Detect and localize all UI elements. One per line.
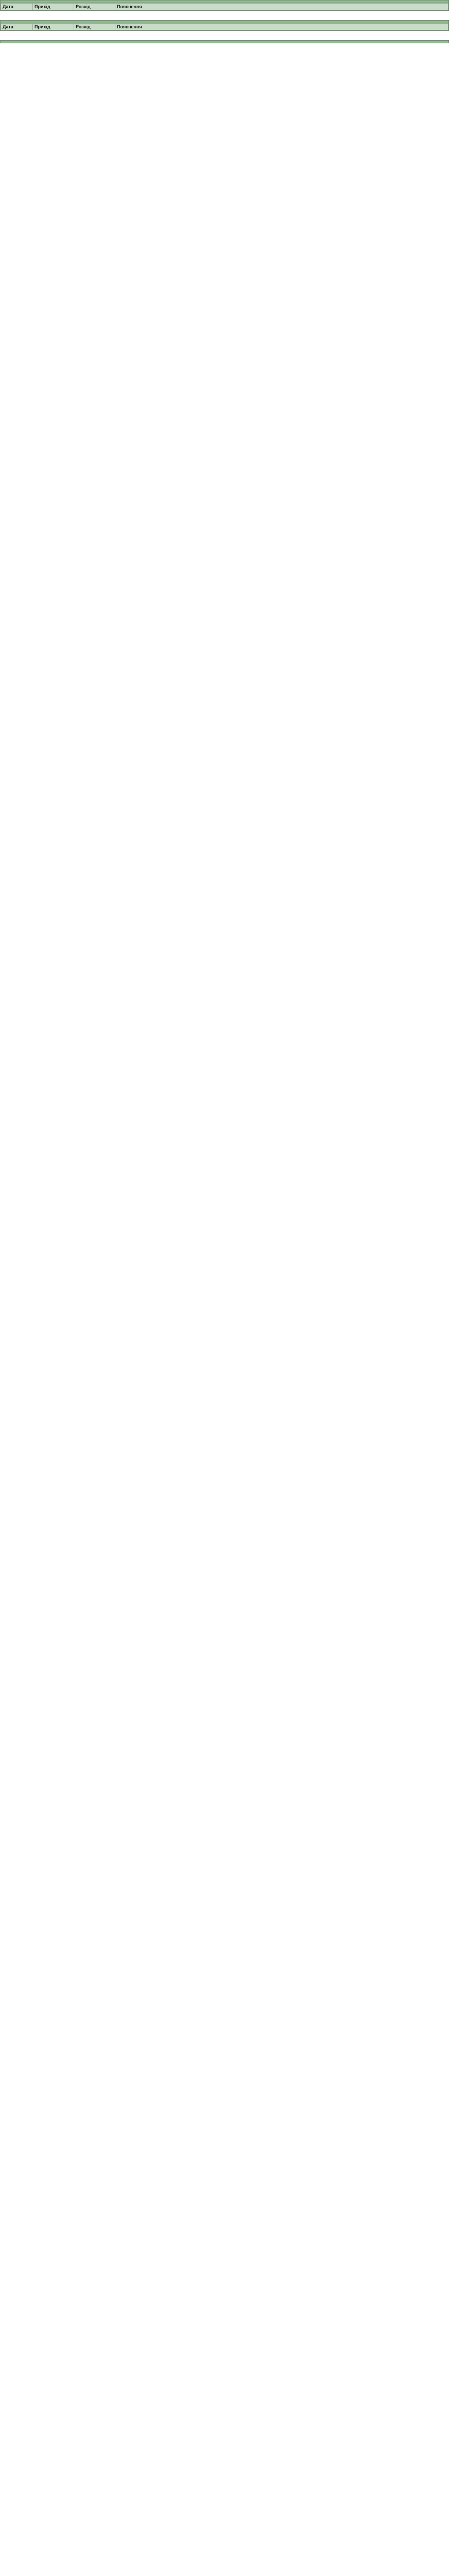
ledger-section-2 — [0, 20, 449, 31]
ledger-table-2 — [1, 23, 448, 30]
table-header-row — [1, 24, 448, 30]
column-header-income: Прихід — [33, 24, 74, 30]
column-header-description: Пояснення — [115, 4, 448, 10]
ledger-table-1 — [1, 3, 448, 10]
ledger-section-1 — [0, 0, 449, 11]
column-header-expense: Розхід — [74, 24, 115, 30]
table-header-row — [1, 4, 448, 10]
page-footer — [0, 40, 449, 43]
column-header-expense: Розхід — [74, 4, 115, 10]
column-header-date: Дата — [1, 4, 33, 10]
column-header-income: Прихід — [33, 4, 74, 10]
column-header-date: Дата — [1, 24, 33, 30]
column-header-description: Пояснення — [115, 24, 448, 30]
